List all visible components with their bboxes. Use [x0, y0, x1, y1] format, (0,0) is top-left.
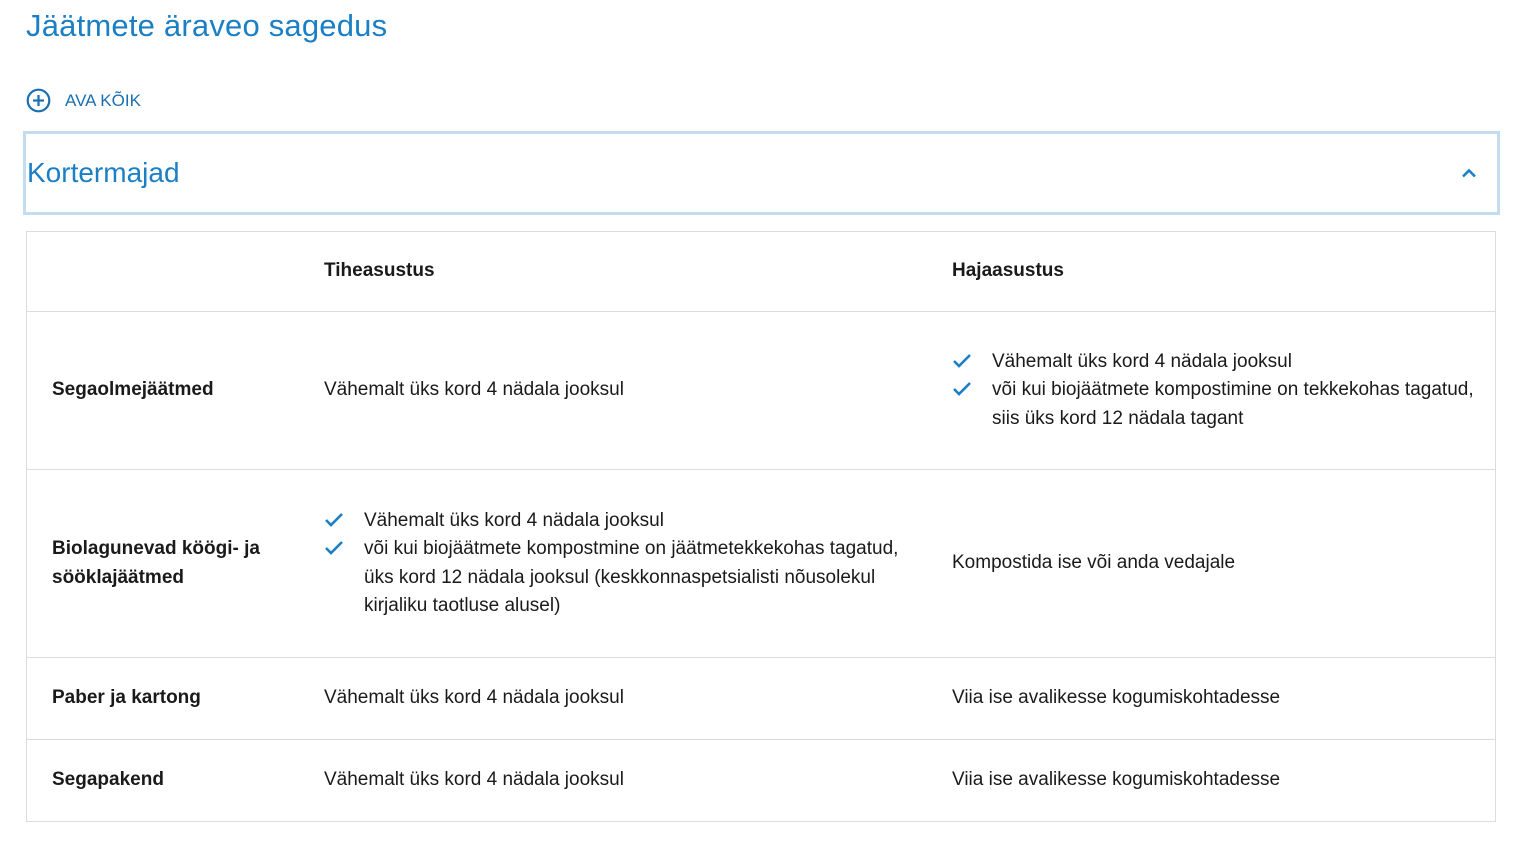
dense-cell — [324, 470, 952, 658]
dense-cell: Vähemalt üks kord 4 nädala jooksul — [324, 312, 952, 470]
table-row — [27, 740, 1496, 822]
table-header-empty — [27, 232, 325, 312]
table-row — [27, 312, 1496, 470]
table-row — [27, 470, 1496, 658]
table-header-dense: Tiheasustus — [324, 232, 952, 312]
check-icon — [952, 378, 972, 407]
table-row — [27, 658, 1496, 740]
sparse-cell: Viia ise avalikesse kogumiskohtadesse — [952, 740, 1496, 822]
check-icon — [324, 509, 344, 538]
check-list-item — [952, 376, 1494, 433]
check-list-item — [324, 535, 911, 621]
row-label: Segapakend — [27, 740, 325, 822]
dense-cell: Vähemalt üks kord 4 nädala jooksul — [324, 740, 952, 822]
check-icon — [324, 537, 344, 566]
accordion-header-kortermajad[interactable] — [23, 131, 1500, 215]
accordion-title: Kortermajad — [27, 157, 180, 188]
check-list — [324, 507, 951, 621]
chevron-up-icon — [1461, 167, 1497, 179]
check-list-item — [952, 348, 1494, 377]
check-list-item — [324, 507, 911, 536]
plus-circle-icon — [26, 88, 51, 113]
check-list-text: või kui biojäätmete kompostmine on jäätmetekkekohas tagatud, üks kord 12 nädala jooksul (keskkonnaspetsialisti nõusolekul kirjaliku taotluse alusel) — [364, 538, 899, 616]
check-list — [952, 348, 1494, 434]
sparse-cell: Viia ise avalikesse kogumiskohtadesse — [952, 658, 1496, 740]
page-title: Jäätmete äraveo sagedus — [26, 8, 388, 43]
table-header-sparse: Hajaasustus — [952, 232, 1496, 312]
row-label: Biolagunevad köögi- ja sööklajäätmed — [27, 470, 325, 658]
check-icon — [952, 350, 972, 379]
sparse-cell — [952, 312, 1496, 470]
frequency-table — [26, 231, 1496, 822]
row-label: Paber ja kartong — [27, 658, 325, 740]
expand-all-label: AVA KÕIK — [65, 90, 141, 110]
check-list-text: Vähemalt üks kord 4 nädala jooksul — [364, 509, 664, 531]
check-list-text: Vähemalt üks kord 4 nädala jooksul — [992, 350, 1292, 372]
row-label: Segaolmejäätmed — [27, 312, 325, 470]
sparse-cell: Kompostida ise või anda vedajale — [952, 470, 1496, 658]
dense-cell: Vähemalt üks kord 4 nädala jooksul — [324, 658, 952, 740]
table-header-row — [27, 232, 1496, 312]
expand-all-button[interactable] — [26, 88, 141, 113]
check-list-text: või kui biojäätmete kompostimine on tekkekohas tagatud, siis üks kord 12 nädala tagant — [992, 379, 1474, 429]
